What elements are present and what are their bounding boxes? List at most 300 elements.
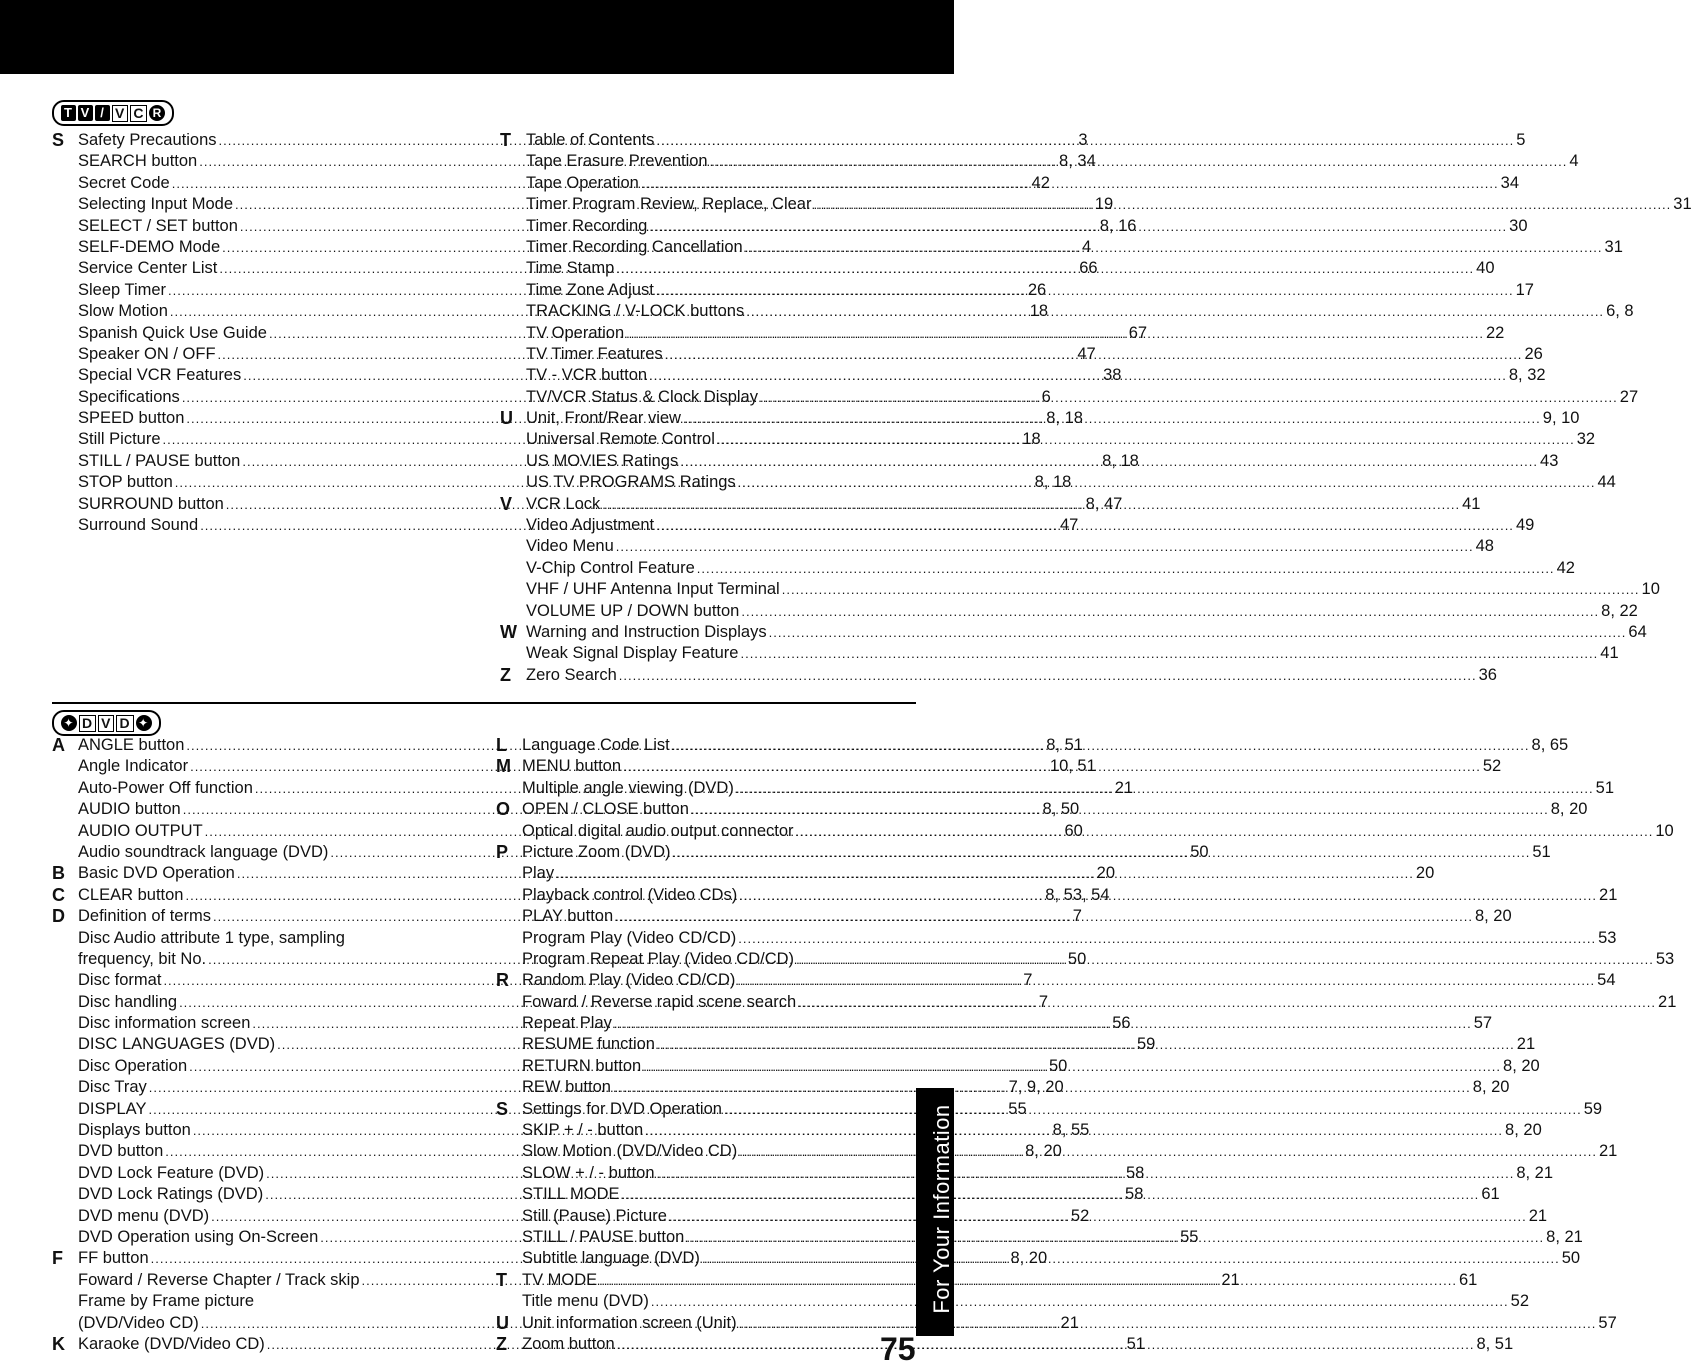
index-term: Unit, Front/Rear view [526, 409, 681, 428]
index-page-ref: 42 [1556, 558, 1575, 577]
index-entry [500, 664, 1497, 686]
leader-dots [760, 387, 1618, 408]
index-term: Settings for DVD Operation [522, 1099, 722, 1118]
index-entry [496, 906, 1512, 927]
index-page-ref: 26 [1524, 344, 1543, 363]
leader-dots [616, 536, 1474, 557]
index-entry-line [526, 643, 1619, 664]
index-page-ref: 48 [1475, 537, 1494, 556]
index-letter: B [52, 863, 65, 884]
side-tab-label: For Your Information [929, 1104, 954, 1314]
leader-dots [656, 515, 1514, 536]
index-term: PLAY button [522, 907, 614, 926]
index-letter: U [500, 408, 513, 429]
index-page-ref: 21 [1528, 1206, 1548, 1225]
leader-dots [556, 863, 1414, 884]
index-term: DVD Operation using On-Screen [78, 1227, 319, 1246]
index-entry [52, 928, 456, 949]
index-page-ref: 31 [1604, 237, 1623, 256]
index-page-ref: 50 [1561, 1249, 1581, 1268]
index-term: Safety Precautions [78, 131, 217, 149]
index-letter: F [52, 1248, 63, 1269]
index-term: Warning and Instruction Displays [526, 622, 767, 641]
index-entry [500, 621, 1647, 643]
index-term: Tape Erasure Prevention [526, 152, 708, 171]
index-page-ref: 9, 10 [1542, 409, 1580, 428]
leader-dots [736, 778, 1594, 799]
index-term: DISC LANGUAGES (DVD) [78, 1035, 276, 1054]
index-page-ref: 58 [1125, 1185, 1144, 1204]
index-page-ref: 55 [1008, 1099, 1027, 1118]
index-page-ref: 61 [1481, 1185, 1500, 1204]
index-page-ref: 17 [1515, 280, 1534, 299]
leader-dots [683, 408, 1541, 429]
index-letter: R [496, 970, 509, 991]
index-term: Timer Program Review, Replace, Clear [526, 195, 812, 214]
index-page-ref: 59 [1583, 1099, 1603, 1118]
index-term: SELF-DEMO Mode [78, 237, 221, 256]
index-page-ref: 8, 22 [1601, 601, 1638, 620]
index-entry-line [526, 579, 1660, 600]
index-page-ref: 36 [1478, 665, 1497, 684]
index-page-ref: 52 [1510, 1292, 1529, 1311]
index-term: STOP button [78, 473, 173, 492]
index-page-ref: 8, 16 [1099, 216, 1137, 235]
index-entry-line [522, 928, 1617, 949]
index-page-ref: 31 [1673, 195, 1692, 214]
index-term: STILL / PAUSE button [522, 1227, 685, 1246]
index-term: SEARCH button [78, 152, 198, 171]
index-term: US MOVIES Ratings [526, 451, 679, 470]
leader-dots [623, 756, 1481, 777]
index-entry-line [526, 601, 1638, 622]
index-term: AUDIO button [78, 800, 181, 819]
leader-dots [686, 1227, 1544, 1248]
index-page-ref: 41 [1600, 644, 1619, 663]
index-page-ref: 59 [1136, 1035, 1156, 1054]
index-term: TV Operation [526, 323, 625, 342]
index-term: Weak Signal Display Feature [526, 644, 739, 663]
index-entry [496, 992, 1677, 1013]
index-letter: D [52, 906, 65, 927]
index-term: Special VCR Features [78, 366, 242, 385]
index-term: SELECT / SET button [78, 216, 238, 235]
index-term: Subtitle language (DVD) [522, 1249, 700, 1268]
index-term: Multiple angle viewing (DVD) [522, 778, 734, 797]
leader-dots [680, 451, 1538, 472]
index-letter: M [496, 756, 511, 777]
index-page-ref: 8, 55 [1052, 1121, 1090, 1140]
index-term: Definition of terms [78, 907, 211, 926]
leader-dots [656, 130, 1514, 151]
index-term: Foward / Reverse rapid scene search [522, 992, 797, 1011]
index-entry-line [526, 558, 1575, 579]
leader-dots [626, 323, 1484, 344]
index-page-ref: 18 [1022, 430, 1041, 449]
index-term: Universal Remote Control [526, 430, 715, 449]
section-divider [52, 702, 916, 704]
index-term: Karaoke (DVD/Video CD) [78, 1334, 265, 1353]
index-term: STILL MODE [522, 1185, 620, 1204]
index-term: ANGLE button [78, 736, 185, 754]
leader-dots [724, 1099, 1582, 1120]
index-term: Displays button [78, 1121, 191, 1140]
leader-dots [710, 151, 1568, 172]
index-letter: S [496, 1098, 509, 1119]
index-page-ref: 50 [1048, 1056, 1068, 1075]
index-term: Disc handling [78, 992, 178, 1011]
index-page-ref: 8, 20 [1025, 1142, 1062, 1161]
index-term: REW button [522, 1078, 611, 1097]
index-page-ref: 21 [1516, 1035, 1536, 1054]
index-term: FF button [78, 1249, 149, 1268]
index-page-ref: 8, 50 [1042, 800, 1080, 819]
leader-dots [602, 494, 1460, 515]
leader-dots [697, 558, 1555, 579]
leader-dots [782, 579, 1640, 600]
index-page-ref: 8, 18 [1034, 473, 1072, 492]
index-page-ref: 8, 21 [1516, 1163, 1554, 1182]
index-page-ref: 41 [1462, 494, 1481, 513]
index-page-ref: 49 [1515, 516, 1535, 535]
index-page-ref: 7, 9, 20 [1008, 1078, 1064, 1097]
dvd-section-badge: ✦ D V D ✦ [52, 710, 161, 736]
index-term: Video Menu [526, 537, 614, 556]
index-term: TV/VCR Status & Clock Display [526, 387, 758, 406]
leader-dots [796, 949, 1654, 970]
leader-dots [615, 906, 1473, 927]
index-term: (DVD/Video CD) [78, 1313, 199, 1332]
index-page-ref: 66 [1079, 259, 1098, 278]
index-page-ref: 47 [1060, 516, 1079, 535]
leader-dots [651, 1291, 1509, 1312]
index-page-ref: 20 [1415, 864, 1435, 883]
leader-dots [645, 1120, 1503, 1141]
index-term: DVD menu (DVD) [78, 1206, 210, 1225]
index-page-ref: 7 [1072, 907, 1082, 926]
index-entry [500, 643, 1619, 664]
index-entry-line [522, 1291, 1529, 1312]
index-term: Spanish Quick Use Guide [78, 323, 267, 342]
index-entry-line [526, 665, 1497, 686]
index-term: AUDIO OUTPUT [78, 821, 203, 840]
index-term: Disc Audio attribute 1 type, sampling [78, 928, 345, 947]
index-page-ref: 21 [1221, 1270, 1240, 1289]
index-page-ref: 8, 20 [1474, 907, 1512, 926]
index-page-ref: 53 [1598, 928, 1617, 947]
index-term: Slow Motion (DVD/Video CD) [522, 1142, 738, 1161]
index-letter: A [52, 735, 65, 755]
index-page-ref: 34 [1500, 173, 1519, 192]
index-page-ref: 57 [1473, 1014, 1493, 1033]
index-entry-line [522, 992, 1677, 1013]
index-page-ref: 8, 18 [1046, 409, 1083, 428]
index-term: Angle Indicator [78, 757, 189, 776]
index-page-ref: 38 [1103, 366, 1122, 385]
index-term: Random Play (Video CD/CD) [522, 971, 736, 990]
index-term: Playback control (Video CDs) [522, 885, 738, 904]
index-page-ref: 27 [1619, 387, 1639, 406]
index-term: Timer Recording Cancellation [526, 237, 743, 256]
index-entry-line [522, 906, 1512, 927]
index-page-ref: 8, 53, 54 [1045, 885, 1110, 904]
index-letter: K [52, 1333, 65, 1354]
index-term: DVD button [78, 1142, 164, 1161]
index-entry [496, 928, 1617, 949]
page-number: 75 [880, 1331, 916, 1367]
leader-dots [739, 1141, 1597, 1162]
index-page-ref: 8, 65 [1531, 736, 1569, 754]
index-page-ref: 32 [1576, 430, 1596, 449]
leader-dots [622, 1184, 1480, 1205]
index-letter: C [52, 884, 65, 905]
index-term: Specifications [78, 387, 180, 406]
index-page-ref: 10, 51 [1049, 757, 1096, 776]
index-term: RETURN button [522, 1056, 642, 1075]
leader-dots [619, 665, 1477, 686]
index-page-ref: 8, 18 [1102, 451, 1139, 470]
index-letter: V [500, 493, 513, 514]
leader-dots [616, 258, 1474, 279]
index-term: Play [522, 864, 555, 883]
index-page-ref: 60 [1064, 821, 1083, 840]
leader-dots [738, 472, 1596, 493]
index-page-ref: 54 [1597, 971, 1616, 990]
index-page-ref: 8, 51 [1476, 1334, 1514, 1353]
index-page-ref: 8, 20 [1505, 1121, 1542, 1140]
index-page-ref: 8, 34 [1059, 152, 1096, 171]
index-term: Still (Pause) Picture [522, 1206, 667, 1225]
index-page-ref: 22 [1485, 323, 1505, 342]
leader-dots [741, 601, 1599, 622]
leader-dots [665, 344, 1523, 365]
index-letter: W [500, 621, 517, 642]
index-letter: U [496, 1312, 509, 1333]
leader-dots [738, 928, 1596, 949]
index-term: Optical digital audio output connector [522, 821, 794, 840]
index-term: Slow Motion [78, 302, 168, 321]
leader-dots [656, 280, 1514, 301]
index-page-ref: 51 [1595, 778, 1615, 797]
leader-dots [672, 735, 1530, 756]
index-term: MENU button [522, 757, 622, 776]
leader-dots [643, 1056, 1501, 1077]
index-entry-line [526, 536, 1494, 557]
leader-dots [673, 842, 1531, 863]
index-letter: Z [500, 664, 511, 685]
index-entry [496, 863, 1435, 884]
index-term: VCR Lock [526, 494, 601, 513]
index-page-ref: 56 [1112, 1014, 1131, 1033]
index-page-ref: 51 [1126, 1334, 1145, 1353]
index-page-ref: 21 [1658, 992, 1677, 1011]
index-page-ref: 10 [1655, 821, 1674, 840]
index-page-ref: 8, 21 [1546, 1227, 1583, 1246]
index-term: OPEN / CLOSE button [522, 800, 689, 819]
index-page-ref: 18 [1029, 302, 1049, 321]
leader-dots [798, 992, 1656, 1013]
index-page-ref: 7 [1038, 992, 1049, 1011]
index-term: TV - VCR button [526, 366, 648, 385]
tv-vcr-section-badge: T V / V C R [52, 100, 174, 126]
index-term: frequency, bit No. [78, 949, 207, 968]
index-letter: T [496, 1269, 507, 1290]
index-term: Selecting Input Mode [78, 195, 234, 214]
index-page-ref: 43 [1540, 451, 1559, 470]
index-entry [500, 237, 1623, 258]
index-page-ref: 21 [1114, 778, 1134, 797]
index-page-ref: 8, 20 [1503, 1056, 1540, 1075]
index-term: Frame by Frame picture [78, 1292, 255, 1311]
index-entry [500, 579, 1660, 600]
index-letter: P [496, 841, 509, 862]
index-term: Still Picture [78, 430, 161, 449]
index-page-ref: 61 [1458, 1270, 1478, 1289]
leader-dots [746, 301, 1604, 322]
index-page-ref: 8, 51 [1046, 736, 1083, 754]
index-entry-line [78, 928, 456, 949]
index-page-ref: 57 [1598, 1313, 1617, 1332]
index-entry [500, 130, 1526, 151]
index-entry-line [526, 387, 1639, 408]
index-term: Language Code List [522, 736, 670, 754]
index-term: TV MODE [522, 1270, 598, 1289]
index-term: DISPLAY [78, 1099, 147, 1118]
index-term: Disc information screen [78, 1014, 251, 1033]
index-term: Disc Tray [78, 1078, 147, 1097]
index-page-ref: 6 [1041, 387, 1051, 406]
index-term: CLEAR button [78, 885, 184, 904]
index-page-ref: 47 [1077, 344, 1096, 363]
index-term: SLOW + / - button [522, 1163, 655, 1182]
leader-dots [641, 173, 1499, 194]
index-term: DVD Lock Feature (DVD) [78, 1163, 265, 1182]
index-term: Zero Search [526, 665, 617, 684]
index-term: Picture Zoom (DVD) [522, 842, 671, 861]
index-term: Video Adjustment [526, 516, 655, 535]
index-term: TRACKING / V-LOCK buttons [526, 302, 745, 321]
index-page-ref: 8, 20 [1010, 1249, 1048, 1268]
index-entry-line [526, 622, 1647, 643]
index-page-ref: 4 [1081, 237, 1092, 256]
leader-dots [657, 1163, 1515, 1184]
side-tab [916, 1088, 954, 1336]
index-page-ref: 6, 8 [1606, 302, 1634, 321]
leader-dots [657, 1034, 1515, 1055]
index-page-ref: 52 [1482, 757, 1502, 776]
index-entry [496, 970, 1616, 991]
leader-dots [614, 1013, 1472, 1034]
index-term: Disc format [78, 971, 162, 990]
index-term: Title menu (DVD) [522, 1292, 649, 1311]
index-term: Speaker ON / OFF [78, 344, 216, 363]
index-letter: L [496, 735, 507, 755]
index-term: Tape Operation [526, 173, 639, 192]
index-page-ref: 4 [1569, 152, 1579, 171]
leader-dots [739, 885, 1597, 906]
index-term: Repeat Play [522, 1014, 612, 1033]
index-page-ref: 64 [1628, 622, 1647, 641]
index-term: Program Play (Video CD/CD) [522, 928, 737, 947]
leader-dots [717, 429, 1575, 450]
index-page-ref: 3 [1078, 131, 1088, 149]
index-page-ref: 7 [1023, 971, 1033, 990]
index-entry [500, 601, 1638, 622]
index-letter: S [52, 130, 65, 150]
leader-dots [702, 1248, 1560, 1269]
index-term: Zoom button [522, 1334, 615, 1353]
index-term: Disc Operation [78, 1056, 188, 1075]
index-term: SPEED button [78, 409, 185, 428]
index-term: SKIP + / - button [522, 1121, 644, 1140]
leader-dots [669, 1206, 1527, 1227]
index-term: SURROUND button [78, 494, 224, 513]
top-black-bar [0, 0, 954, 74]
index-term: STILL / PAUSE button [78, 451, 241, 470]
index-page-ref: 5 [1516, 131, 1526, 149]
index-term: Unit information screen (Unit) [522, 1313, 737, 1332]
index-term: Foward / Reverse Chapter / Track skip [78, 1270, 360, 1289]
index-page-ref: 8, 47 [1085, 494, 1123, 513]
index-entry-line [526, 130, 1526, 151]
index-page-ref: 58 [1125, 1163, 1145, 1182]
leader-dots [796, 821, 1654, 842]
index-entry [500, 536, 1494, 557]
index-term: RESUME function [522, 1035, 655, 1054]
index-page-ref: 30 [1509, 216, 1528, 235]
index-entry [500, 558, 1575, 579]
index-term: Time Stamp [526, 259, 615, 278]
index-page-ref: 42 [1031, 173, 1050, 192]
index-page-ref: 10 [1641, 580, 1660, 599]
index-term: Auto-Power Off function [78, 778, 253, 797]
index-term: VHF / UHF Antenna Input Terminal [526, 580, 780, 599]
leader-dots [740, 643, 1598, 664]
leader-dots [739, 1313, 1597, 1334]
index-term: TV Timer Features [526, 344, 663, 363]
index-entry-line [522, 863, 1435, 884]
index-page-ref: 21 [1060, 1313, 1079, 1332]
index-term: Sleep Timer [78, 280, 167, 299]
index-page-ref: 67 [1128, 323, 1148, 342]
leader-dots [691, 799, 1549, 820]
index-page-ref: 20 [1096, 864, 1115, 883]
leader-dots [613, 1077, 1471, 1098]
index-term: Timer Recording [526, 216, 648, 235]
index-entry [500, 387, 1639, 408]
index-term: Audio soundtrack language (DVD) [78, 842, 329, 861]
index-term: Service Center List [78, 259, 218, 278]
index-page-ref: 51 [1532, 842, 1551, 861]
index-letter: Z [496, 1333, 507, 1354]
leader-dots [599, 1270, 1457, 1291]
leader-dots [617, 1334, 1475, 1355]
index-letter: T [500, 130, 511, 150]
index-page-ref: 8, 32 [1508, 366, 1546, 385]
index-page-ref: 53 [1655, 949, 1675, 968]
index-term: DVD Lock Ratings (DVD) [78, 1185, 264, 1204]
index-page-ref: 44 [1597, 473, 1616, 492]
index-page-ref: 21 [1599, 1142, 1618, 1161]
index-term: Basic DVD Operation [78, 864, 235, 883]
index-page-ref: 52 [1070, 1206, 1090, 1225]
index-term: Surround Sound [78, 516, 199, 535]
index-page-ref: 8, 20 [1550, 800, 1588, 819]
leader-dots [769, 622, 1627, 643]
leader-dots [745, 237, 1603, 258]
index-page-ref: 50 [1067, 949, 1087, 968]
index-page-ref: 55 [1180, 1227, 1199, 1246]
